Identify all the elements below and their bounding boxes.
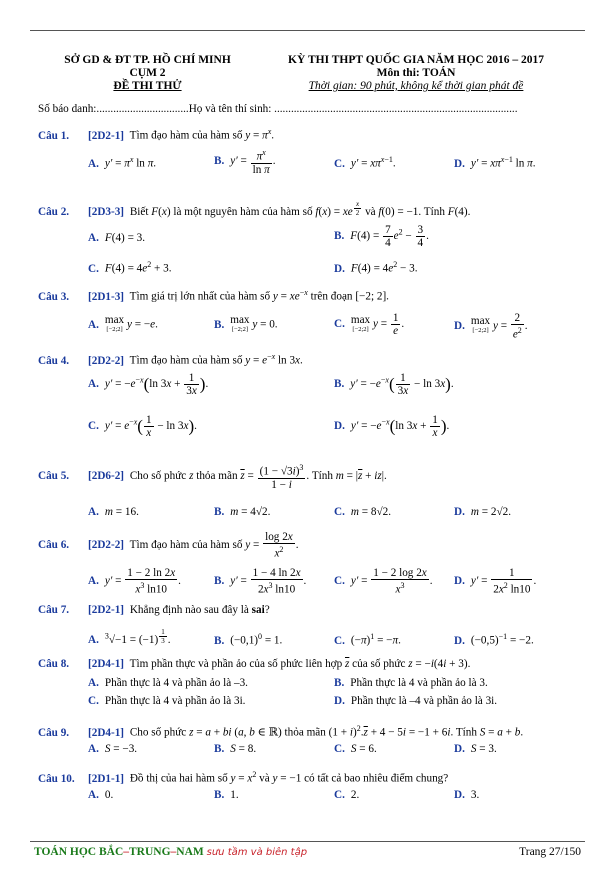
option-c: C. Phần thực là 4 và phần ảo là 3i. <box>88 695 246 707</box>
option-letter: A. <box>88 318 99 331</box>
question-stem: Câu 1. [2D2-1] Tìm đạo hàm của hàm số $y = \pi^x$. <box>38 127 275 142</box>
option-d: D. m = 2√2. <box>454 506 512 518</box>
option-b: B. 1. <box>214 789 239 801</box>
option-letter: B. <box>214 789 225 801</box>
option-letter: D. <box>334 420 345 433</box>
option-letter: C. <box>334 743 345 755</box>
option-d: D. 3. <box>454 789 480 801</box>
option-letter: A. <box>88 232 99 244</box>
option-letter: C. <box>334 157 345 170</box>
option-a: A. y′ = $\frac{1 - 2 \ln 2x}{x^3 \ln 10}$ . <box>88 567 181 596</box>
option-c: C. $y' = x\pi^{x-1}$. <box>334 155 396 170</box>
header-right <box>256 54 576 93</box>
option-b: B. m = 4√2. <box>214 506 271 518</box>
option-d: D. S = 3. <box>454 743 497 755</box>
option-letter: B. <box>214 318 225 331</box>
option-a: A. S = −3. <box>88 743 138 755</box>
option-letter: A. <box>88 378 99 391</box>
option-letter: C. <box>334 789 345 801</box>
option-a: A. m = 16. <box>88 506 139 518</box>
option-letter: B. <box>334 378 345 391</box>
page-number: Trang 27/150 <box>519 846 581 858</box>
option-letter: B. <box>214 634 225 647</box>
option-c: C. y′ = $\frac{1 - 2 \log 2x}{x^3}$ . <box>334 567 433 596</box>
department-name: SỞ GD & ĐT TP. HỒ CHÍ MINH <box>64 54 231 66</box>
footer-brand: TOÁN HỌC BẮC–TRUNG–NAM sưu tầm và biên tập <box>34 846 308 858</box>
option-letter: D. <box>454 634 465 647</box>
question-stem: Câu 6. [2D2-2] Tìm đạo hàm của hàm số y = $\frac{\log 2x}{x^2}$ . <box>38 531 299 560</box>
option-b: B. max [−2;2] y = 0. <box>214 314 278 333</box>
option-b: B. S = 8. <box>214 743 257 755</box>
option-letter: C. <box>334 318 345 331</box>
option-d: D. $y' = x\pi^{x-1}$ ln π. <box>454 155 536 170</box>
option-a: A. Phần thực là 4 và phần ảo là –3. <box>88 677 248 689</box>
option-d: D. $F(4) = 4e^2 - 3$. <box>334 260 418 275</box>
option-d: D. y′ = $\frac{1}{2x^2 \ln 10}$ . <box>454 567 537 596</box>
question-stem: Câu 3. [2D1-3] Tìm giá trị lớn nhất của hàm số $y = xe^{-x}$ trên đoạn [−2; 2]. <box>38 288 389 303</box>
option-c: C. max [−2;2] y = $\frac{1}{e}$ . <box>334 312 405 337</box>
option-letter: A. <box>88 506 99 518</box>
option-letter: A. <box>88 789 99 801</box>
option-c: C. $F(4) = 4e^2 + 3$. <box>88 260 172 275</box>
option-letter: D. <box>334 262 345 275</box>
option-c: C. S = 6. <box>334 743 377 755</box>
option-d: D. $y' = -e^{-x}(\ln$ 3x + $\frac{1}{x}$ ). <box>334 414 450 439</box>
option-a: A. F(4) = 3. <box>88 232 146 244</box>
subject: Môn thi: TOÁN <box>376 67 456 79</box>
option-letter: A. <box>88 157 99 170</box>
exam-type: ĐỀ THI THỬ <box>113 80 182 92</box>
option-b: B. $y' = -e^{-x}$( $\frac{1}{3x}$ − ln 3x). <box>334 372 454 397</box>
question-text: Tìm đạo hàm của hàm số <box>129 129 243 142</box>
option-c: C. m = 8√2. <box>334 506 392 518</box>
bottom-rule <box>30 841 585 842</box>
question-stem: Câu 5. [2D6-2] Cho số phức z thỏa mãn $\overline{z}$ = $\frac{(1 - √3i)^3}{1 - i}$ . Tính $m = |\overline{z} + iz|$. <box>38 463 387 491</box>
student-info-line: Số báo danh:.................................Họ và tên thí sinh: ....................................................................................... <box>38 103 518 115</box>
option-letter: D. <box>454 574 465 587</box>
option-d: D. Phần thực là –4 và phần ảo là 3i. <box>334 695 498 707</box>
option-c: C. $(-\pi)^1 = -\pi$. <box>334 632 401 647</box>
option-letter: B. <box>214 574 225 587</box>
option-letter: C. <box>334 506 345 518</box>
option-a: A. max [−2;2] y = −e. <box>88 314 158 333</box>
option-letter: D. <box>454 789 465 801</box>
option-a: A. $^3$√−1 = (−1) $^{\frac{1}{3}}$ . <box>88 628 171 647</box>
question-code: [2D2-1] <box>88 129 125 142</box>
option-letter: B. <box>214 154 225 167</box>
option-letter: C. <box>88 420 99 433</box>
cluster-name: CỤM 2 <box>129 67 166 79</box>
option-a: A. 0. <box>88 789 114 801</box>
question-stem: Câu 9. [2D4-1] Cho số phức z = a + bi (a, b ∈ ℝ) thỏa mãn $(1 + i)^2.\overline{z} + 4 - 5i = -1 + 6i$. Tính S = a + b. <box>38 724 524 739</box>
option-letter: C. <box>334 574 345 587</box>
option-b: B. y′ = $\frac{1 - 4 \ln 2x}{2x^3 \ln 10}$ . <box>214 567 307 596</box>
option-a: A. $y' = -e^{-x}(\ln$ 3x + $\frac{1}{3x}$ ). <box>88 372 209 397</box>
option-letter: D. <box>454 743 465 755</box>
top-rule <box>30 30 585 31</box>
option-letter: D. <box>454 319 465 332</box>
option-d: D. $(-0,5)^{-1} = -2$. <box>454 632 534 647</box>
option-b: B. F(4) = $\frac{7}{4}$ $e^2$ − $\frac{3}{4}$ . <box>334 224 429 249</box>
option-letter: B. <box>334 677 345 689</box>
option-letter: A. <box>88 634 99 647</box>
option-b: B. $(-0,1)^0 = 1$. <box>214 632 283 647</box>
question-stem: Câu 2. [2D3-3] Biết F(x) là một nguyên hàm của hàm số f(x) = xe $^{\frac{x}{2}}$ và f(0) = −1. Tính F(4). <box>38 200 471 219</box>
question-number: Câu 1. <box>38 129 70 142</box>
option-letter: A. <box>88 574 99 587</box>
option-letter: D. <box>334 695 345 707</box>
option-letter: C. <box>88 695 99 707</box>
option-letter: D. <box>454 506 465 518</box>
option-c: C. $y' = e^{-x}$( $\frac{1}{x}$ − ln 3x). <box>88 414 197 439</box>
question-stem: Câu 10. [2D1-1] Đồ thị của hai hàm số $y = x^2$ và y = −1 có tất cả bao nhiêu điểm chung? <box>38 770 449 785</box>
option-letter: B. <box>334 230 345 243</box>
time-limit: Thời gian: 90 phút, không kể thời gian phát đề <box>308 80 524 92</box>
option-letter: A. <box>88 677 99 689</box>
option-letter: A. <box>88 743 99 755</box>
option-c: C. 2. <box>334 789 360 801</box>
option-letter: C. <box>334 634 345 647</box>
option-letter: B. <box>214 506 225 518</box>
exam-title: KỲ THI THPT QUỐC GIA NĂM HỌC 2016 – 2017 <box>288 54 544 66</box>
option-letter: D. <box>454 157 465 170</box>
option-a: A. $y' = \pi^x$ ln π. <box>88 155 157 170</box>
option-letter: B. <box>214 743 225 755</box>
question-stem: Câu 8. [2D4-1] Tìm phần thực và phần ảo của số phức liên hợp $\overline{z}$ của số phức z = −i(4i + 3). <box>38 658 471 670</box>
option-d: D. max [−2;2] y = $\frac{2}{e^2}$ . <box>454 312 528 341</box>
header-left <box>40 54 255 93</box>
question-stem: Câu 4. [2D2-2] Tìm đạo hàm của hàm số $y = e^{-x}$ ln 3x. <box>38 352 303 367</box>
question-stem: Câu 7. [2D2-1] Khẳng định nào sau đây là sai? <box>38 604 270 616</box>
option-b: B. Phần thực là 4 và phần ảo là 3. <box>334 677 488 689</box>
option-letter: C. <box>88 262 99 275</box>
option-b: B. y′ = $\frac{\pi^x}{\text{ln π}}$ . <box>214 148 276 176</box>
